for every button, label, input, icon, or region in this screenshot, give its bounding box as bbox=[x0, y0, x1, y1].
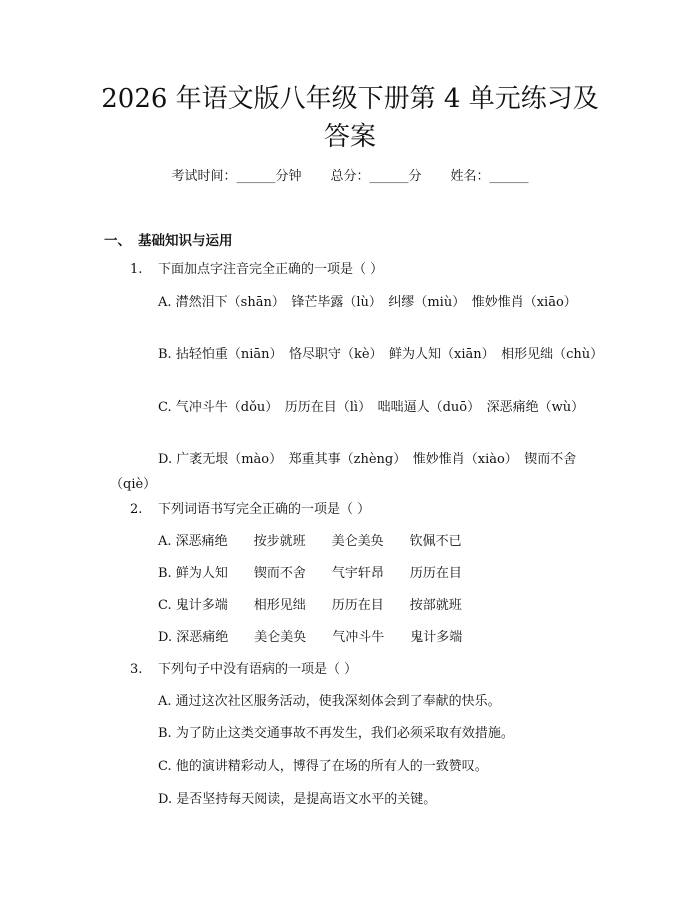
name-field: 姓名：______ bbox=[450, 169, 529, 184]
q1-option-b: B. 拈轻怕重（niān） 恪尽职守（kè） 鲜为人知（xiān） 相形见绌（chù） bbox=[158, 347, 604, 362]
question-number: 3. bbox=[130, 662, 143, 677]
q3-option-d: D. 是否坚持每天阅读，是提高语文水平的关键。 bbox=[158, 792, 437, 807]
question-text: 下列句子中没有语病的一项是（ ） bbox=[158, 662, 358, 677]
q1-option-a: A. 潸然泪下（shān） 锋芒毕露（lù） 纠缪（miù） 惟妙惟肖（xiāo） bbox=[158, 295, 577, 310]
question-3 bbox=[130, 658, 357, 682]
section-heading bbox=[104, 229, 233, 249]
question-1 bbox=[130, 258, 383, 282]
section-title: 基础知识与运用 bbox=[138, 233, 233, 249]
exam-time-field: 考试时间：______分钟 bbox=[171, 169, 302, 184]
question-number: 1. bbox=[130, 262, 143, 277]
q3-option-c: C. 他的演讲精彩动人，博得了在场的所有人的一致赞叹。 bbox=[158, 759, 488, 774]
q3-option-a: A. 通过这次社区服务活动，使我深刻体会到了奉献的快乐。 bbox=[158, 694, 501, 709]
q2-option-d: D. 深恶痛绝 美仑美奂 气冲斗牛 鬼计多端 bbox=[158, 630, 463, 645]
document-title: 2026 年语文版八年级下册第 4 单元练习及答案 bbox=[101, 84, 599, 152]
q2-option-c: C. 鬼计多端 相形见绌 历历在目 按部就班 bbox=[158, 598, 462, 613]
q1-option-c: C. 气冲斗牛（dǒu） 历历在目（lì） 咄咄逼人（duō） 深恶痛绝（wù） bbox=[158, 400, 585, 415]
question-2 bbox=[130, 498, 370, 522]
q2-option-b: B. 鲜为人知 锲而不舍 气宇轩昂 历历在目 bbox=[158, 566, 462, 581]
q3-option-b: B. 为了防止这类交通事故不再发生，我们必须采取有效措施。 bbox=[158, 726, 514, 741]
question-text: 下面加点字注音完全正确的一项是（ ） bbox=[158, 262, 384, 277]
exam-meta-line bbox=[0, 168, 700, 186]
section-number: 一、 bbox=[104, 233, 131, 249]
question-number: 2. bbox=[130, 502, 143, 517]
q2-option-a: A. 深恶痛绝 按步就班 美仑美奂 钦佩不已 bbox=[158, 534, 462, 549]
total-score-field: 总分：______分 bbox=[330, 169, 422, 184]
q1-option-d: D. 广袤无垠（mào） 郑重其事（zhèng） 惟妙惟肖（xiào） 锲而不舍（qiè） bbox=[110, 452, 577, 492]
question-text: 下列词语书写完全正确的一项是（ ） bbox=[158, 502, 371, 517]
